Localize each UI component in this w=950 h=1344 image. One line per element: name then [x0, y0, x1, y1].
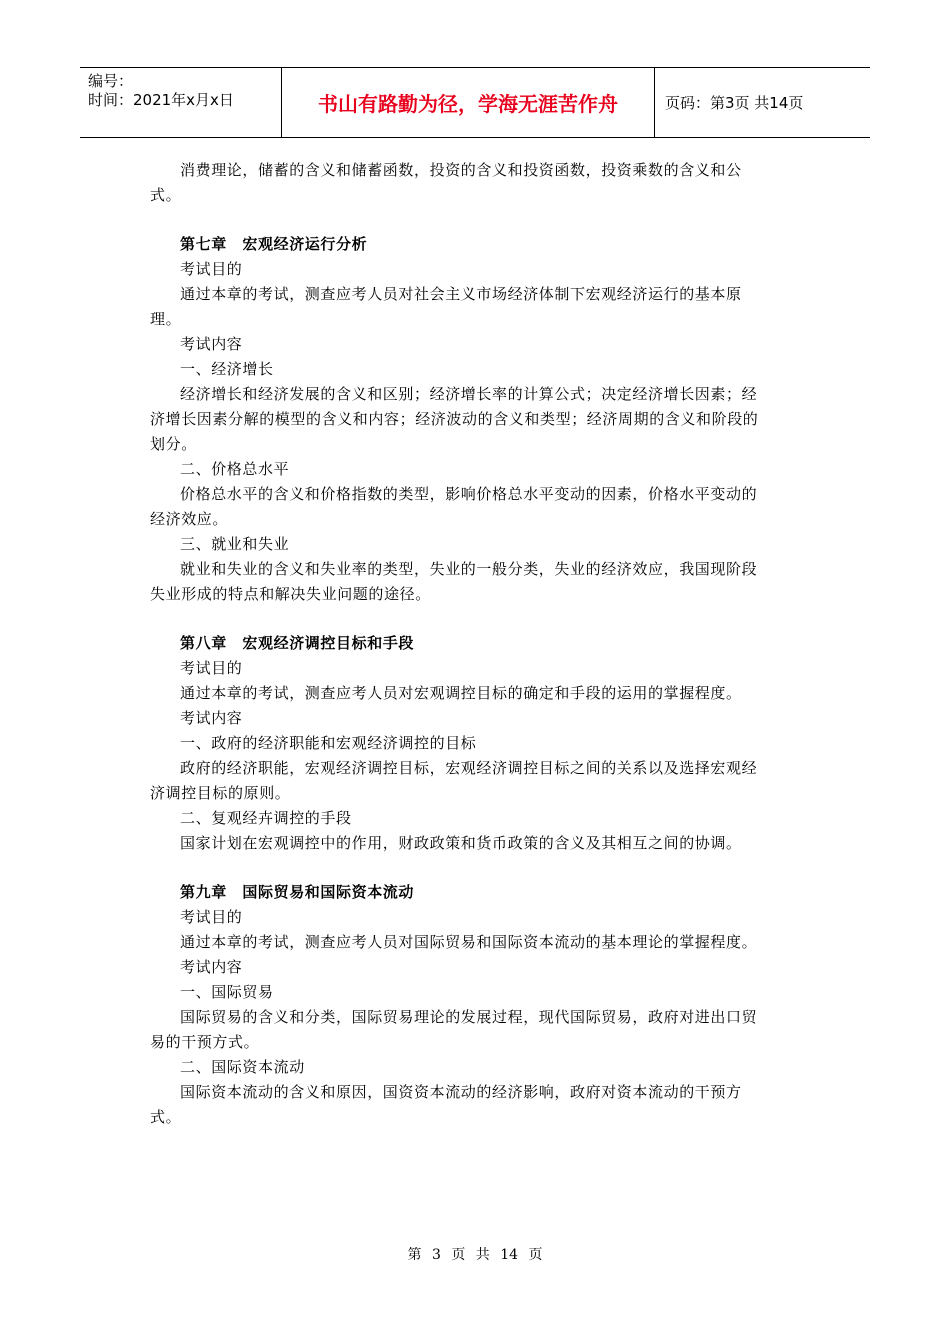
chapter-8-title: 第八章 宏观经济调控目标和手段: [180, 634, 415, 652]
document-body: [150, 158, 770, 1130]
ch7-section-2-title: 二、价格总水平: [180, 460, 290, 478]
footer-di: 第: [407, 1247, 422, 1263]
ch8-content-label: 考试内容: [180, 709, 243, 727]
header-page-info: 页码：第3页 共14页: [665, 94, 804, 112]
chapter-9-title: 第九章 国际贸易和国际资本流动: [180, 883, 415, 901]
ch9-section-2-text: 国际资本流动的含义和原因，国资资本流动的经济影响，政府对资本流动的干预方式。: [150, 1083, 742, 1126]
header-meta: [80, 68, 282, 137]
ch8-section-2-title: 二、复观经卉调控的手段: [180, 809, 352, 827]
ch9-goal-text: 通过本章的考试，测查应考人员对国际贸易和国际资本流动的基本理论的掌握程度。: [180, 933, 758, 951]
ch7-content-label: 考试内容: [180, 335, 243, 353]
footer-gong: 共: [475, 1247, 490, 1263]
chapter-7-title: 第七章 宏观经济运行分析: [180, 235, 368, 253]
ch9-goal-label: 考试目的: [180, 908, 243, 926]
ch9-section-1-text: 国际贸易的含义和分类，国际贸易理论的发展过程，现代国际贸易，政府对进出口贸易的干预方式。: [150, 1008, 758, 1051]
footer-total-pages: 14: [500, 1247, 519, 1263]
page-footer: [0, 1244, 950, 1264]
header-motto: 书山有路勤为径，学海无涯苦作舟: [282, 68, 655, 137]
ch7-section-3-title: 三、就业和失业: [180, 535, 290, 553]
ch8-section-1-text: 政府的经济职能，宏观经济调控目标，宏观经济调控目标之间的关系以及选择宏观经济调控目标的原则。: [150, 759, 758, 802]
ch8-goal-label: 考试目的: [180, 659, 243, 677]
ch8-goal-text: 通过本章的考试，测查应考人员对宏观调控目标的确定和手段的运用的掌握程度。: [180, 684, 742, 702]
ch7-goal-text: 通过本章的考试，测查应考人员对社会主义市场经济体制下宏观经济运行的基本原理。: [150, 285, 742, 328]
ch8-section-2-text: 国家计划在宏观调控中的作用，财政政策和货币政策的含义及其相互之间的协调。: [180, 834, 742, 852]
ch7-goal-label: 考试目的: [180, 260, 243, 278]
ch7-section-1-title: 一、经济增长: [180, 360, 274, 378]
ch9-section-1-title: 一、国际贸易: [180, 983, 274, 1001]
ch9-section-2-title: 二、国际资本流动: [180, 1058, 305, 1076]
ch7-section-2-text: 价格总水平的含义和价格指数的类型，影响价格总水平变动的因素，价格水平变动的经济效应。: [150, 485, 758, 528]
intro-paragraph: 消费理论，储蓄的含义和储蓄函数，投资的含义和投资函数，投资乘数的含义和公式。: [150, 161, 742, 204]
ch7-section-3-text: 就业和失业的含义和失业率的类型，失业的一般分类，失业的经济效应，我国现阶段失业形成的特点和解决失业问题的途径。: [150, 560, 758, 603]
ch9-content-label: 考试内容: [180, 958, 243, 976]
page-header: [80, 67, 870, 138]
ch8-section-1-title: 一、政府的经济职能和宏观经济调控的目标: [180, 734, 477, 752]
footer-ye: 页: [451, 1247, 466, 1263]
ch7-section-1-text: 经济增长和经济发展的含义和区别；经济增长率的计算公式；决定经济增长因素；经济增长因素分解的模型的含义和内容；经济波动的含义和类型；经济周期的含义和阶段的划分。: [150, 385, 759, 453]
number-label: 编号：: [88, 72, 134, 90]
footer-ye-end: 页: [528, 1247, 543, 1263]
footer-page-number: 3: [431, 1247, 441, 1263]
date-label: 时间：2021年x月x日: [88, 91, 234, 109]
